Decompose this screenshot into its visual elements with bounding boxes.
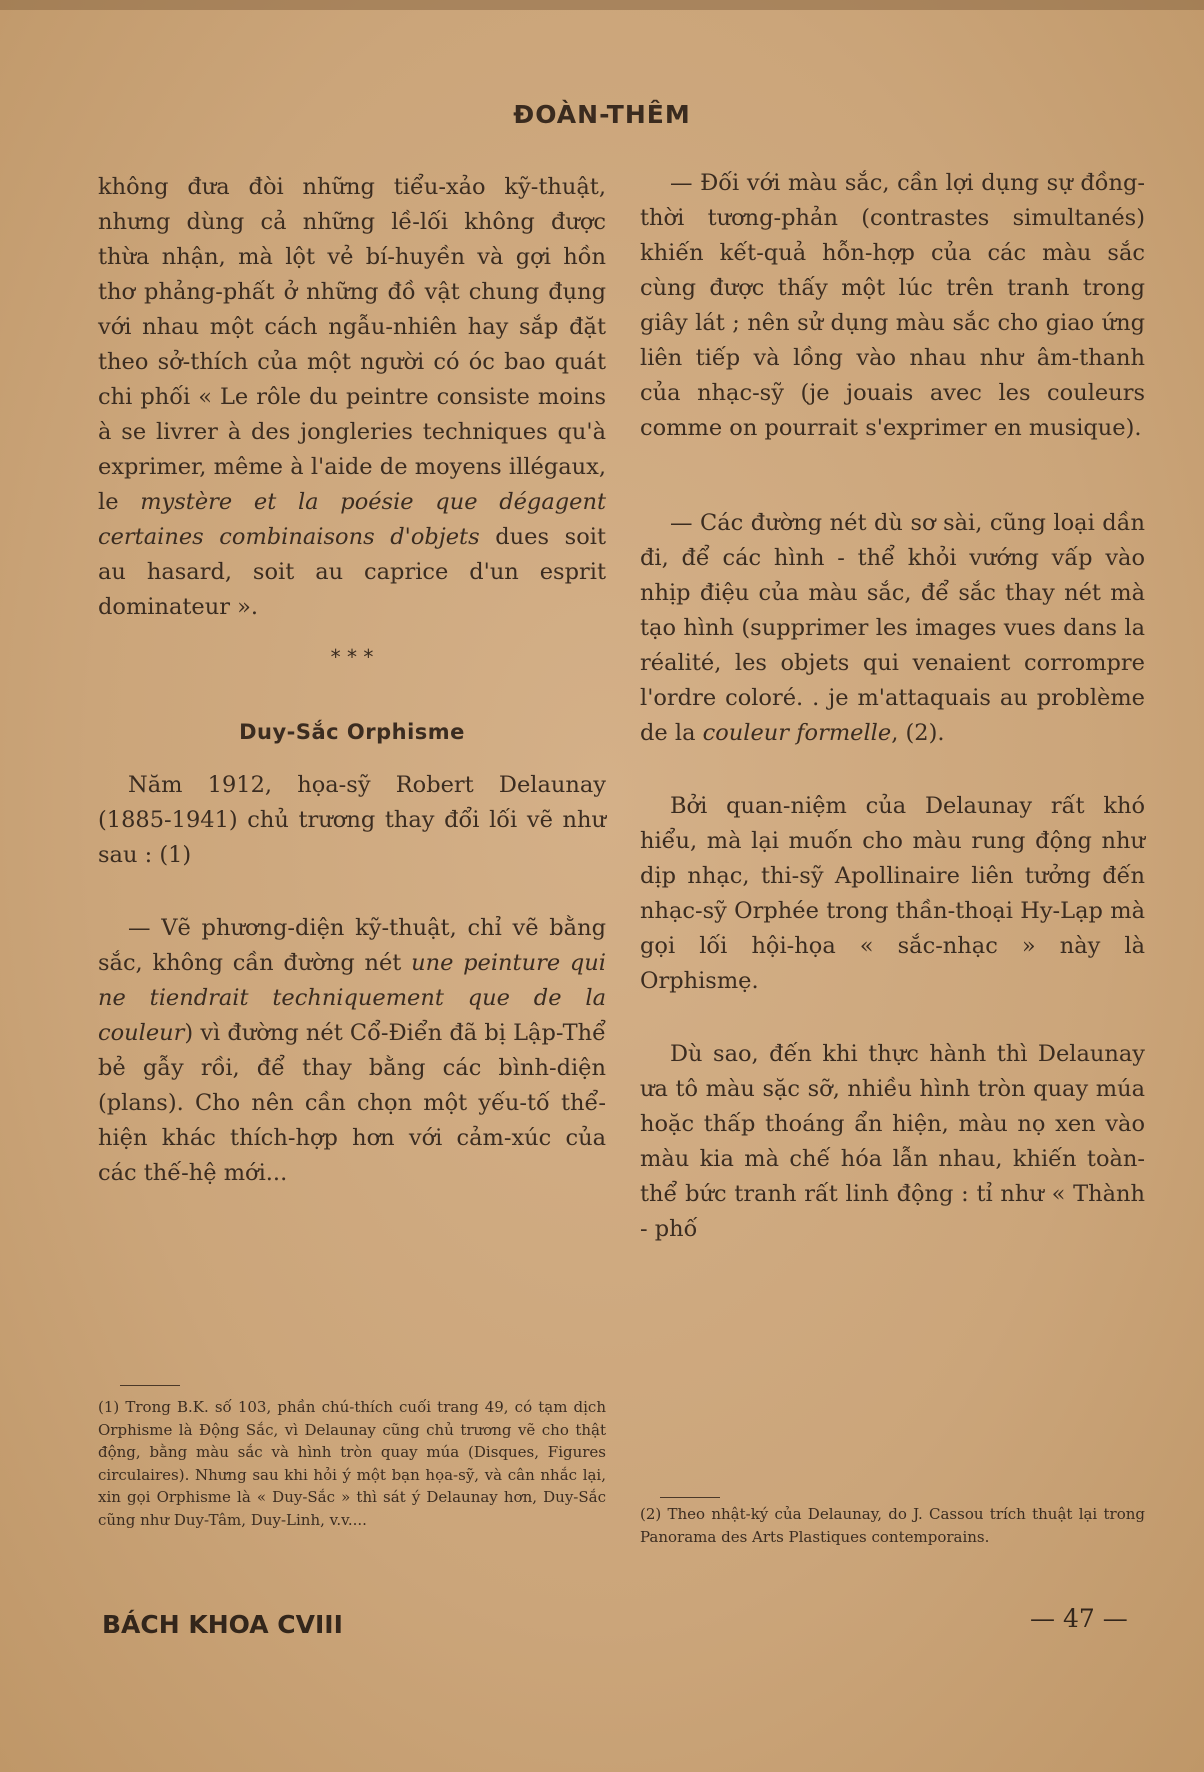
footnote-2: (2) Theo nhật-ký của Delaunay, do J. Cassou trích thuật lại trong Panorama des Arts Plastiques contemporains. bbox=[640, 1505, 1145, 1546]
left-paragraph-3: — Vẽ phương-diện kỹ-thuật, chỉ vẽ bằng sắc, không cần đường nét une peinture qui ne tiendrait techniquement que de la couleur) vì đường nét Cổ-Điển đã bị Lập-Thể bẻ gẫy rồi, để thay bằng các bình-diện (plans). Cho nên cần chọn một yếu-tố thể-hiện khác thích-hợp hơn với cảm-xúc của các thế-hệ mới... bbox=[98, 915, 606, 1186]
right-paragraph-2: — Các đường nét dù sơ sài, cũng loại dần đi, để các hình - thể khỏi vướng vấp vào nhịp điệu của màu sắc, để sắc thay nét mà tạo hình (supprimer les images vues dans la réalité, les objets qui venaient corrompre l'ordre coloré. . je m'attaquais au problème de la couleur formelle, (2). bbox=[640, 510, 1145, 746]
right-column bbox=[640, 166, 1145, 1247]
page-number: — 47 — bbox=[1030, 1604, 1128, 1633]
footnote-rule-right bbox=[660, 1497, 720, 1498]
left-paragraph-2: Năm 1912, họa-sỹ Robert Delaunay (1885-1941) chủ trương thay đổi lối vẽ như sau : (1) bbox=[98, 772, 606, 868]
section-title: Duy-Sắc Orphisme bbox=[239, 720, 465, 744]
right-paragraph-4: Dù sao, đến khi thực hành thì Delaunay ưa tô màu sặc sỡ, nhiều hình tròn quay múa hoặc thấp thoáng ẩn hiện, màu nọ xen vào màu kia mà chế hóa lẫn nhau, khiến toàn-thể bức tranh rất linh động : tỉ như « Thành - phố bbox=[640, 1041, 1145, 1242]
running-header: ĐOÀN-THÊM bbox=[513, 100, 691, 129]
page-top-edge bbox=[0, 0, 1204, 10]
footnote-1: (1) Trong B.K. số 103, phần chú-thích cuối trang 49, có tạm dịch Orphisme là Động Sắc, vì Delaunay cũng chủ trương vẽ cho thật động, bằng màu sắc và hình tròn quay múa (Disques, Figures circulaires). Nhưng sau khi hỏi ý một bạn họa-sỹ, và cân nhắc lại, xin gọi Orphisme là « Duy-Sắc » thì sát ý Delaunay hơn, Duy-Sắc cũng như Duy-Tâm, Duy-Linh, v.v.... bbox=[98, 1398, 606, 1529]
left-column bbox=[98, 170, 606, 1191]
section-separator: * * * bbox=[330, 645, 374, 669]
right-paragraph-1: — Đối với màu sắc, cần lợi dụng sự đồng-thời tương-phản (contrastes simultanés) khiến kết-quả hỗn-hợp của các màu sắc cùng được thấy một lúc trên tranh trong giây lát ; nên sử dụng màu sắc cho giao ứng liên tiếp và lồng vào nhau như âm-thanh của nhạc-sỹ (je jouais avec les couleurs comme on pourrait s'exprimer en musique). bbox=[640, 170, 1145, 441]
magazine-footer: BÁCH KHOA CVIII bbox=[102, 1610, 343, 1639]
right-paragraph-3: Bởi quan-niệm của Delaunay rất khó hiểu, mà lại muốn cho màu rung động như dịp nhạc, thi-sỹ Apollinaire liên tưởng đến nhạc-sỹ Orphée trong thần-thoại Hy-Lạp mà gọi lối hội-họa « sắc-nhạc » này là Orphismẹ. bbox=[640, 793, 1145, 994]
footnote-rule-left bbox=[120, 1385, 180, 1386]
left-paragraph-1: không đưa đòi những tiểu-xảo kỹ-thuật, nhưng dùng cả những lề-lối không được thừa nhận, mà lột vẻ bí-huyền và gợi hồn thơ phảng-phất ở những đồ vật chung đụng với nhau một cách ngẫu-nhiên hay sắp đặt theo sở-thích của một người có óc bao quát chi phối « Le rôle du peintre consiste moins à se livrer à des jongleries techniques qu'à exprimer, même à l'aide de moyens illégaux, le mystère et la poésie que dégagent certaines combinaisons d'objets dues soit au hasard, soit au caprice d'un esprit dominateur ». bbox=[98, 174, 606, 620]
